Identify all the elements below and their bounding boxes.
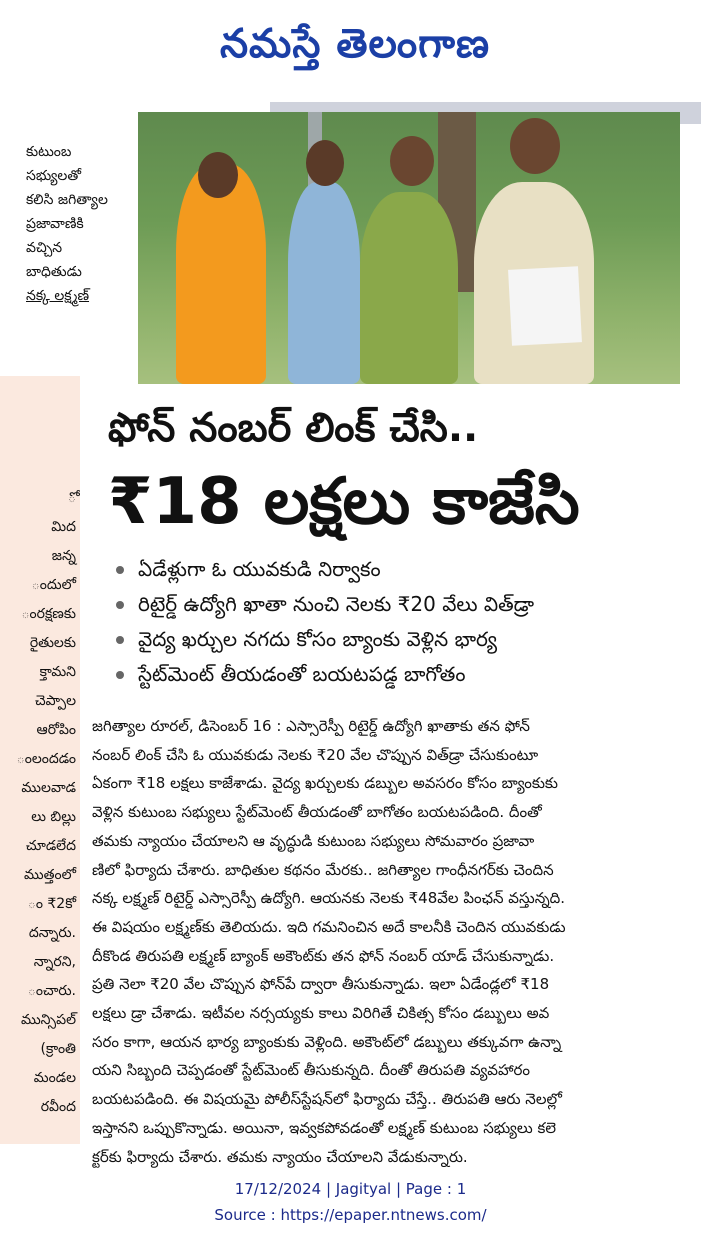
caption-line: వచ్చిన — [26, 240, 63, 256]
bullet-item — [108, 657, 688, 692]
bullet-text: వైద్య ఖర్చుల నగదు కోసం బ్యాంకు వెళ్లిన భార్య — [138, 627, 498, 651]
photo-person-4-head — [510, 118, 560, 174]
bullet-dot-icon — [116, 566, 124, 574]
body-line: ఇస్తానని ఒప్పుకొన్నాడు. అయినా, ఇవ్వకపోవడంతో లక్ష్మణ్ కుటుంబ సభ్యులు కలె — [92, 1118, 556, 1137]
body-line: తమకు న్యాయం చేయాలని ఆ వృద్ధుడి కుటుంబ సభ్యులు సోమవారం ప్రజావా — [92, 831, 535, 850]
strip-line: ఆరోపిం — [36, 722, 76, 738]
headline-line-2: ₹18 లక్షలు కాజేసి — [108, 465, 580, 539]
body-line: సరం కాగా, ఆయన భార్య బ్యాంకుకు వెళ్లింది. అకౌంట్‌లో డబ్బులు తక్కువగా ఉన్నా — [92, 1032, 562, 1051]
body-line: ణిలో ఫిర్యాదు చేశారు. బాధితుల కథనం మేరకు.. జగిత్యాల గాంధీనగర్‌కు చెందిన — [92, 860, 554, 879]
strip-line: ం ₹2కో — [27, 896, 76, 912]
photo-person-1-head — [198, 152, 238, 198]
bullet-dot-icon — [116, 601, 124, 609]
strip-line: జన్న — [51, 548, 76, 564]
body-line: ఏకంగా ₹18 లక్షలు కాజేశాడు. వైద్య ఖర్చులకు డబ్బుల అవసరం కోసం బ్యాంకుకు — [92, 774, 558, 793]
photo-person-2 — [288, 182, 360, 384]
footer-date-line: 17/12/2024 | Jagityal | Page : 1 — [234, 1180, 467, 1198]
caption-line: బాధితుడు — [26, 264, 82, 280]
strip-line: క్తామని — [39, 664, 76, 680]
bullet-dot-icon — [116, 671, 124, 679]
strip-line: దన్నారు. — [28, 925, 76, 941]
body-line: బయటపడింది. ఈ విషయమై పోలీస్‌స్టేషన్‌లో ఫిర్యాదు చేస్తే.. తిరుపతి ఆరు నెలల్లో — [92, 1090, 562, 1109]
bullet-item — [108, 587, 688, 622]
photo-person-2-head — [306, 140, 344, 186]
body-line: యని సిబ్బంది చెప్పడంతో స్టేట్‌మెంట్ తీసుకున్నది. దీంతో తిరుపతి వ్యవహారం — [92, 1061, 530, 1080]
caption-line: ప్రజావాణికి — [26, 216, 84, 232]
subhead-bullets — [108, 552, 688, 692]
body-line: నక్క లక్ష్మణ్ రిటైర్డ్ ఎస్సారెస్పీ ఉద్యోగి. ఆయనకు నెలకు ₹48వేల పింఛన్ వస్తున్నది. — [92, 889, 566, 908]
body-line: జగిత్యాల రూరల్, డిసెంబర్ 16 : ఎస్సారెస్పీ రిటైర్డ్ ఉద్యోగి ఖాతాకు తన ఫోన్ — [92, 717, 530, 735]
adjacent-article-strip — [0, 376, 80, 1144]
strip-line: ందులో — [31, 577, 76, 593]
strip-line: ంచారు. — [27, 983, 76, 999]
page-footer — [0, 1176, 701, 1228]
body-line: ఈ విషయం లక్ష్మణ్‌కు తెలియదు. ఇది గమనించిన అదే కాలనీకి చెందిన యువకుడు — [92, 917, 566, 936]
strip-line: న్నారని, — [33, 954, 76, 970]
strip-line: ంలందడం — [16, 751, 76, 767]
photo-person-3-head — [390, 136, 434, 186]
newspaper-masthead: నమస్తే తెలంగాణ — [219, 20, 491, 67]
bullet-item — [108, 552, 688, 587]
strip-line: మండల — [33, 1070, 76, 1086]
caption-line: కుటుంబ — [26, 144, 72, 160]
bullet-text: ఏడేళ్లుగా ఓ యువకుడి నిర్వాకం — [138, 557, 381, 581]
body-line: దీకొండ తిరుపతి లక్ష్మణ్ బ్యాంక్ అకౌంట్‌కు తన ఫోన్ నంబర్ యాడ్ చేసుకున్నాడు. — [92, 946, 555, 965]
body-line: లక్షలు డ్రా చేశాడు. ఇటీవల నర్సయ్యకు కాలు విరిగితే చికిత్స కోసం డబ్బులు అవ — [92, 1004, 550, 1023]
strip-line: చూడలేద — [25, 838, 76, 854]
strip-line: రైతులకు — [29, 635, 76, 651]
strip-line: ములవాడ — [21, 780, 76, 796]
strip-line: ో — [67, 490, 76, 506]
caption-line: కలిసి జగిత్యాల — [26, 192, 108, 208]
photo-petition-paper — [508, 266, 582, 346]
caption-victim-name: నక్క లక్ష్మణ్ — [26, 288, 90, 304]
photo-caption — [26, 140, 130, 308]
strip-line: (క్రాంతి — [40, 1041, 76, 1057]
strip-line: రవీంద — [40, 1099, 76, 1115]
strip-line: ంరక్షణకు — [21, 606, 76, 622]
bullet-text: స్టేట్‌మెంట్ తీయడంతో బయటపడ్డ బాగోతం — [138, 662, 466, 686]
bullet-item — [108, 622, 688, 657]
strip-line: లు బిల్లు — [31, 809, 76, 825]
body-line: వెళ్లిన కుటుంబ సభ్యులు స్టేట్‌మెంట్ తీయడంతో బాగోతం బయటపడింది. దీంతో — [92, 803, 542, 822]
footer-source-line[interactable]: Source : https://epaper.ntnews.com/ — [214, 1206, 487, 1224]
strip-line: చెప్పాల — [35, 693, 76, 709]
body-line: క్టర్‌కు ఫిర్యాదు చేశారు. తమకు న్యాయం చేయాలని వేడుకున్నారు. — [92, 1147, 468, 1166]
bullet-dot-icon — [116, 636, 124, 644]
caption-line: సభ్యులతో — [26, 168, 82, 184]
strip-line: మిద — [51, 519, 76, 535]
strip-line: మున్సిపల్ — [21, 1012, 76, 1028]
news-photo — [138, 112, 680, 384]
headline-line-1: ఫోన్ నంబర్ లింక్ చేసి.. — [108, 405, 479, 451]
body-line: నంబర్ లింక్ చేసి ఓ యువకుడు నెలకు ₹20 వేల చొప్పున విత్‌డ్రా చేసుకుంటూ — [92, 745, 539, 764]
bullet-text: రిటైర్డ్ ఉద్యోగి ఖాతా నుంచి నెలకు ₹20 వేలు విత్‌డ్రా — [138, 592, 535, 616]
photo-person-3 — [360, 192, 458, 384]
body-line: ప్రతి నెలా ₹20 వేల చొప్పున ఫోన్‌పే ద్వారా తీసుకున్నాడు. ఇలా ఏడేండ్లలో ₹18 — [92, 975, 550, 994]
article-body — [92, 712, 684, 1171]
strip-line: ముత్తంలో — [23, 867, 76, 883]
